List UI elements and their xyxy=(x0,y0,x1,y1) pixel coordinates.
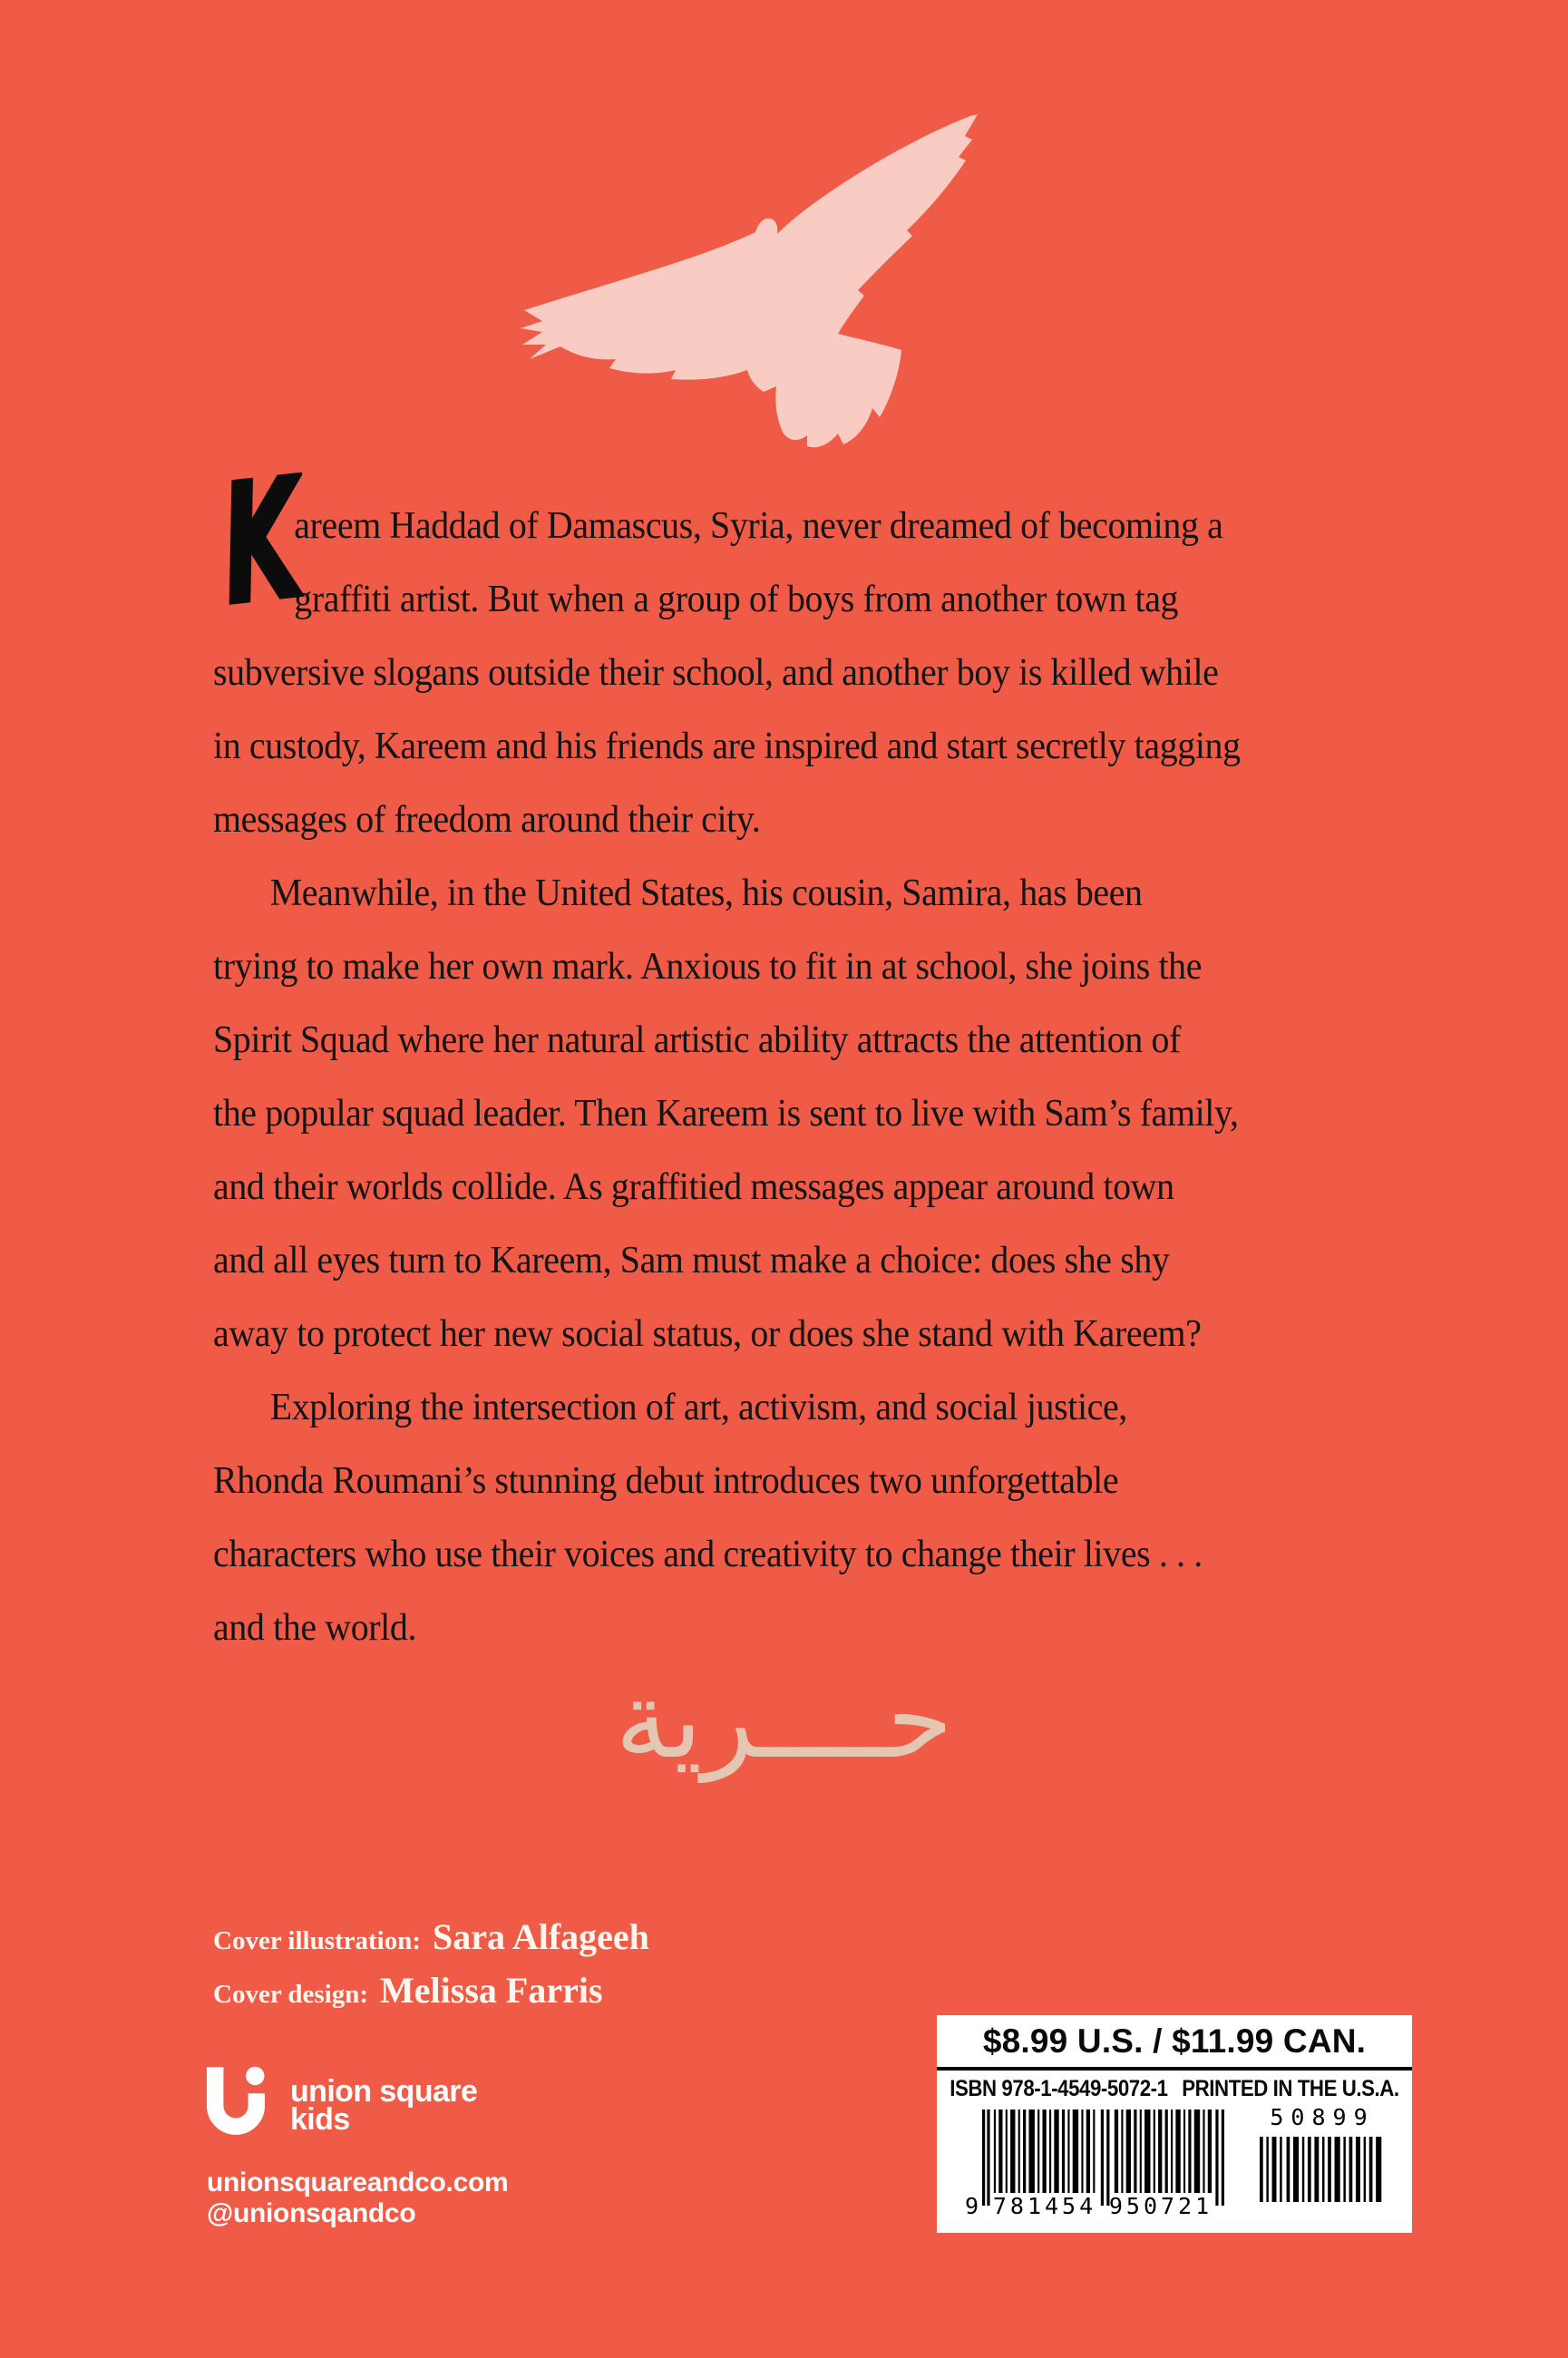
credit-design-name: Melissa Farris xyxy=(380,1970,603,2011)
ean-digits-right: 950721 xyxy=(1108,2193,1213,2219)
blurb-line: Rhonda Roumani’s stunning debut introduces two unforgettable xyxy=(213,1460,1119,1502)
credit-illustration-name: Sara Alfageeh xyxy=(433,1916,649,1957)
ean-digits-left: 781454 xyxy=(992,2193,1097,2219)
credit-design xyxy=(213,1969,649,2012)
blurb-line: away to protect her new social status, or does she stand with Kareem? xyxy=(213,1313,1202,1355)
supplement-digits: 50899 xyxy=(1270,2104,1375,2130)
union-square-logo-icon xyxy=(207,2066,265,2139)
isbn-row xyxy=(937,2075,1412,2102)
publisher-website: unionsquareandco.com xyxy=(207,2168,509,2197)
credit-illustration-label: Cover illustration: xyxy=(213,1926,422,1955)
credit-illustration xyxy=(213,1915,649,1958)
publisher-name-line2: kids xyxy=(290,2102,350,2137)
blurb-line: messages of freedom around their city. xyxy=(213,799,761,841)
arabic-calligraphy: حــــرية xyxy=(615,1657,953,1782)
label-divider xyxy=(937,2067,1412,2071)
publisher-wordmark xyxy=(290,2074,478,2137)
blurb-line: Meanwhile, in the United States, his cousin, Samira, has been xyxy=(269,872,1143,914)
price-barcode-label xyxy=(937,2015,1412,2233)
blurb-line: and all eyes turn to Kareem, Sam must make a choice: does she shy xyxy=(213,1240,1170,1281)
blurb-line: Exploring the intersection of art, activism, and social justice, xyxy=(269,1387,1127,1428)
printed-text: PRINTED IN THE U.S.A. xyxy=(1182,2076,1399,2101)
ean-barcode xyxy=(964,2110,1224,2219)
supplement-barcode xyxy=(1256,2106,1388,2202)
blurb-line: graffiti artist. But when a group of boys from another town tag xyxy=(294,579,1179,620)
drop-cap-letter: K xyxy=(212,442,310,642)
blurb-line: and their worlds collide. As graffitied messages appear around town xyxy=(213,1166,1174,1208)
blurb-line: subversive slogans outside their school, and another boy is killed while xyxy=(213,652,1219,694)
blurb-line: Spirit Squad where her natural artistic ability attracts the attention of xyxy=(213,1019,1181,1061)
ean-barcode-icon xyxy=(982,2110,1224,2206)
ean-digit-lead: 9 xyxy=(964,2193,979,2219)
credit-design-label: Cover design: xyxy=(213,1980,369,2009)
publisher-social-handle: @unionsqandco xyxy=(207,2198,416,2228)
isbn-text: ISBN 978-1-4549-5072-1 xyxy=(950,2076,1168,2101)
price-text: $8.99 U.S. / $11.99 CAN. xyxy=(982,2022,1367,2060)
blurb-line: the popular squad leader. Then Kareem is sent to live with Sam’s family, xyxy=(213,1093,1239,1135)
blurb-line: in custody, Kareem and his friends are inspired and start secretly tagging xyxy=(213,726,1241,767)
credits xyxy=(213,1915,649,2022)
blurb-line: areem Haddad of Damascus, Syria, never dreamed of becoming a xyxy=(294,505,1223,547)
dove-icon xyxy=(519,107,1004,452)
supplement-barcode-icon xyxy=(1260,2137,1385,2202)
publisher-name-line1: union square xyxy=(290,2074,478,2109)
blurb-line: and the world. xyxy=(213,1607,417,1649)
blurb-line: trying to make her own mark. Anxious to fit in at school, she joins the xyxy=(213,946,1203,988)
blurb xyxy=(212,442,1342,1665)
blurb-line: characters who use their voices and creativity to change their lives . . . xyxy=(213,1534,1203,1575)
